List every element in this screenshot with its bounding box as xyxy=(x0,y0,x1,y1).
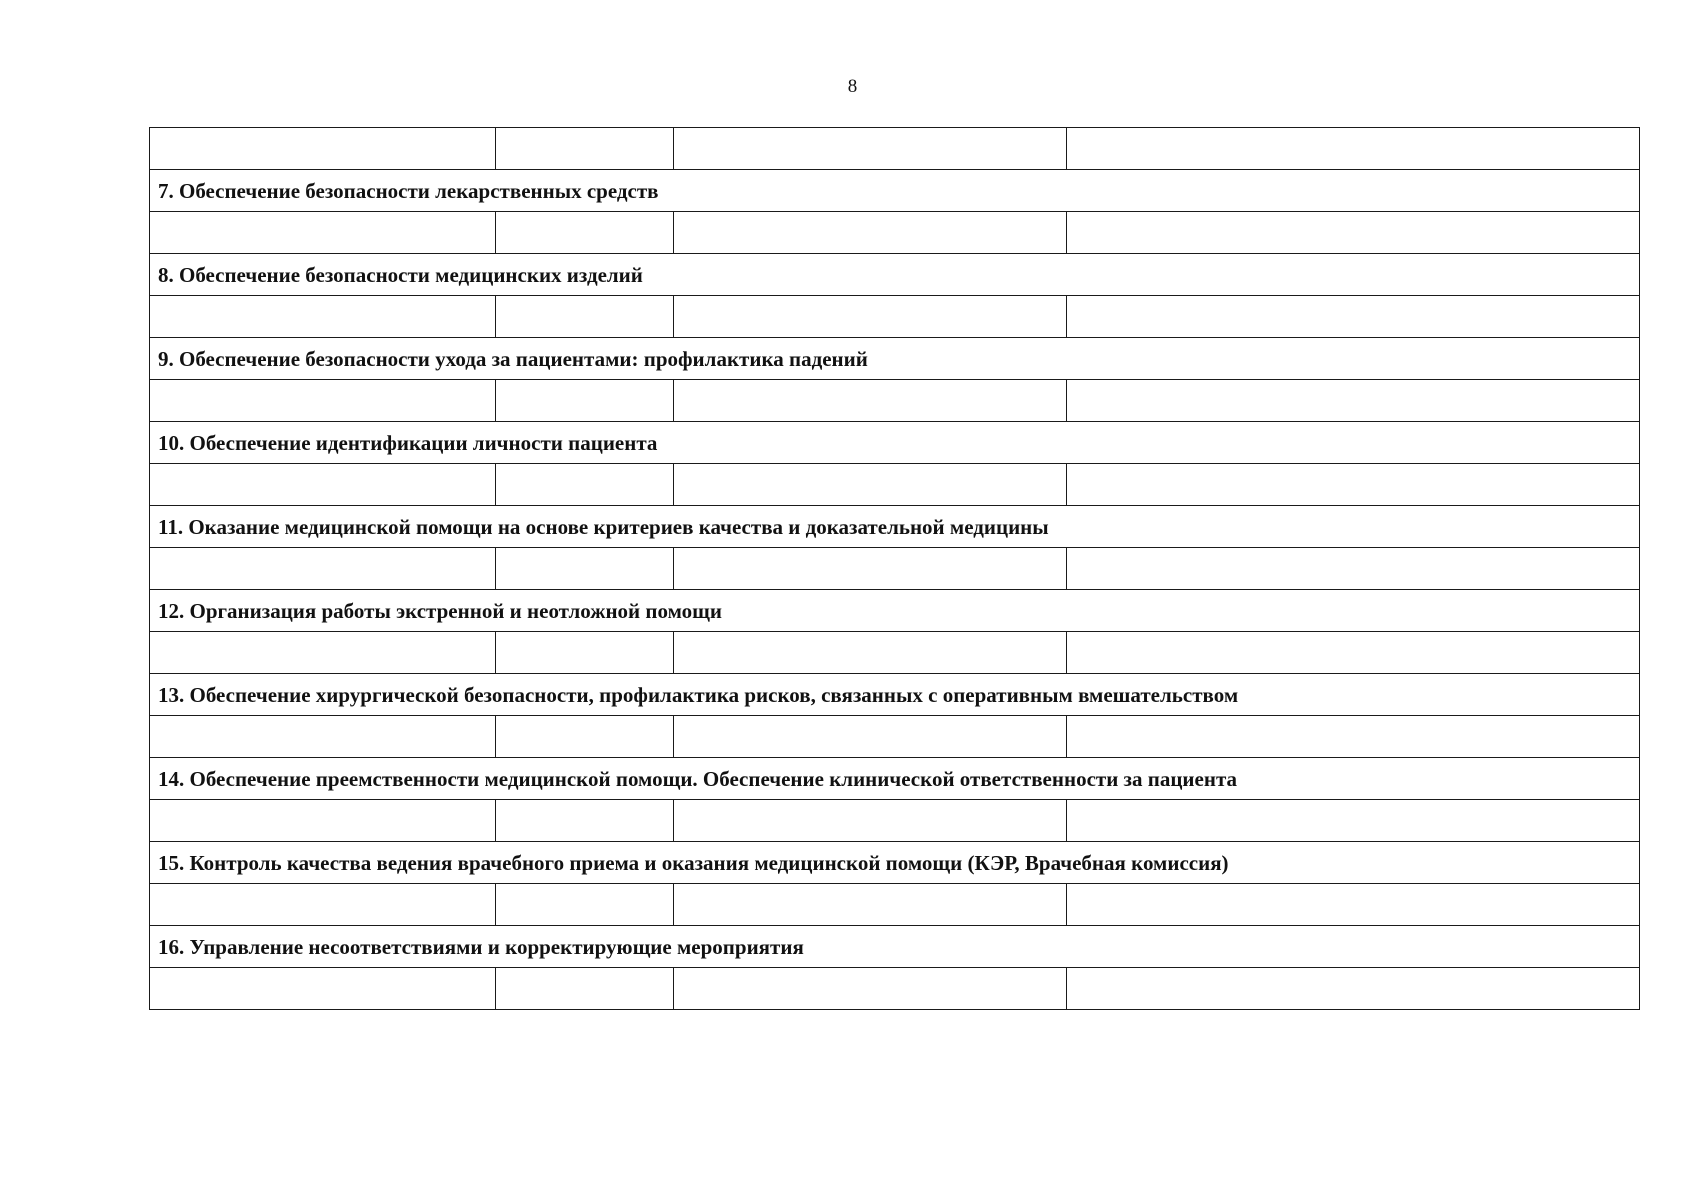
table-cell[interactable] xyxy=(674,464,1067,506)
table-cell[interactable] xyxy=(1067,968,1640,1010)
section-row-13 xyxy=(150,674,1640,716)
section-title: 10. Обеспечение идентификации личности пациента xyxy=(158,430,658,455)
table-cell[interactable] xyxy=(1067,548,1640,590)
table-cell[interactable] xyxy=(150,380,496,422)
table-cell[interactable] xyxy=(150,716,496,758)
table-cell[interactable] xyxy=(1067,128,1640,170)
table-row-empty xyxy=(150,128,1640,170)
section-header-cell xyxy=(150,842,1640,884)
table-cell[interactable] xyxy=(674,800,1067,842)
table-cell[interactable] xyxy=(1067,464,1640,506)
section-row-15 xyxy=(150,842,1640,884)
table-row-empty xyxy=(150,716,1640,758)
table-row-empty xyxy=(150,632,1640,674)
section-header-cell xyxy=(150,926,1640,968)
section-row-8 xyxy=(150,254,1640,296)
section-title: 7. Обеспечение безопасности лекарственных средств xyxy=(158,178,659,203)
table-cell[interactable] xyxy=(674,632,1067,674)
table-cell[interactable] xyxy=(496,464,674,506)
section-header-cell xyxy=(150,758,1640,800)
table-cell[interactable] xyxy=(496,128,674,170)
section-title: 12. Организация работы экстренной и неотложной помощи xyxy=(158,598,722,623)
section-header-cell xyxy=(150,674,1640,716)
table-cell[interactable] xyxy=(496,884,674,926)
table-cell[interactable] xyxy=(150,548,496,590)
table-row-empty xyxy=(150,548,1640,590)
table-row-empty xyxy=(150,380,1640,422)
table-cell[interactable] xyxy=(496,968,674,1010)
table-row-empty xyxy=(150,296,1640,338)
section-row-10 xyxy=(150,422,1640,464)
table-cell[interactable] xyxy=(496,632,674,674)
section-header-cell xyxy=(150,338,1640,380)
table-cell[interactable] xyxy=(150,800,496,842)
table-cell[interactable] xyxy=(1067,296,1640,338)
table-cell[interactable] xyxy=(496,548,674,590)
table-cell[interactable] xyxy=(674,380,1067,422)
table-cell[interactable] xyxy=(150,632,496,674)
table-cell[interactable] xyxy=(1067,632,1640,674)
assessment-table xyxy=(149,127,1640,1010)
table-cell[interactable] xyxy=(674,716,1067,758)
section-title: 16. Управление несоответствиями и корректирующие мероприятия xyxy=(158,934,804,959)
table-cell[interactable] xyxy=(496,380,674,422)
section-title: 13. Обеспечение хирургической безопасности, профилактика рисков, связанных с оперативным вмешательством xyxy=(158,682,1239,707)
table-cell[interactable] xyxy=(496,800,674,842)
table-cell[interactable] xyxy=(150,296,496,338)
table-cell[interactable] xyxy=(674,296,1067,338)
table-cell[interactable] xyxy=(150,968,496,1010)
section-title: 14. Обеспечение преемственности медицинской помощи. Обеспечение клинической ответственности за пациента xyxy=(158,766,1238,791)
section-row-7 xyxy=(150,170,1640,212)
table-cell[interactable] xyxy=(1067,212,1640,254)
table-row-empty xyxy=(150,884,1640,926)
table-cell[interactable] xyxy=(1067,380,1640,422)
table-cell[interactable] xyxy=(150,464,496,506)
section-header-cell xyxy=(150,506,1640,548)
section-header-cell xyxy=(150,170,1640,212)
table-cell[interactable] xyxy=(496,212,674,254)
section-row-14 xyxy=(150,758,1640,800)
section-header-cell xyxy=(150,422,1640,464)
section-row-11 xyxy=(150,506,1640,548)
section-header-cell xyxy=(150,254,1640,296)
table-cell[interactable] xyxy=(150,212,496,254)
section-title: 9. Обеспечение безопасности ухода за пациентами: профилактика падений xyxy=(158,346,868,371)
table-cell[interactable] xyxy=(150,884,496,926)
section-title: 15. Контроль качества ведения врачебного приема и оказания медицинской помощи (КЭР, Врачебная комиссия) xyxy=(158,850,1229,875)
table-cell[interactable] xyxy=(1067,800,1640,842)
section-title: 11. Оказание медицинской помощи на основе критериев качества и доказательной медицины xyxy=(158,514,1049,539)
table-cell[interactable] xyxy=(674,548,1067,590)
table-cell[interactable] xyxy=(496,716,674,758)
table-cell[interactable] xyxy=(674,884,1067,926)
page-number: 8 xyxy=(847,76,858,97)
section-row-12 xyxy=(150,590,1640,632)
section-title: 8. Обеспечение безопасности медицинских изделий xyxy=(158,262,643,287)
section-row-16 xyxy=(150,926,1640,968)
table-cell[interactable] xyxy=(674,968,1067,1010)
table-cell[interactable] xyxy=(1067,716,1640,758)
table-row-empty xyxy=(150,464,1640,506)
section-header-cell xyxy=(150,590,1640,632)
section-row-9 xyxy=(150,338,1640,380)
table-row-empty xyxy=(150,800,1640,842)
table-cell[interactable] xyxy=(1067,884,1640,926)
table-row-empty xyxy=(150,212,1640,254)
table-cell[interactable] xyxy=(674,212,1067,254)
table-cell[interactable] xyxy=(496,296,674,338)
table-cell[interactable] xyxy=(150,128,496,170)
table-cell[interactable] xyxy=(674,128,1067,170)
table-row-empty xyxy=(150,968,1640,1010)
